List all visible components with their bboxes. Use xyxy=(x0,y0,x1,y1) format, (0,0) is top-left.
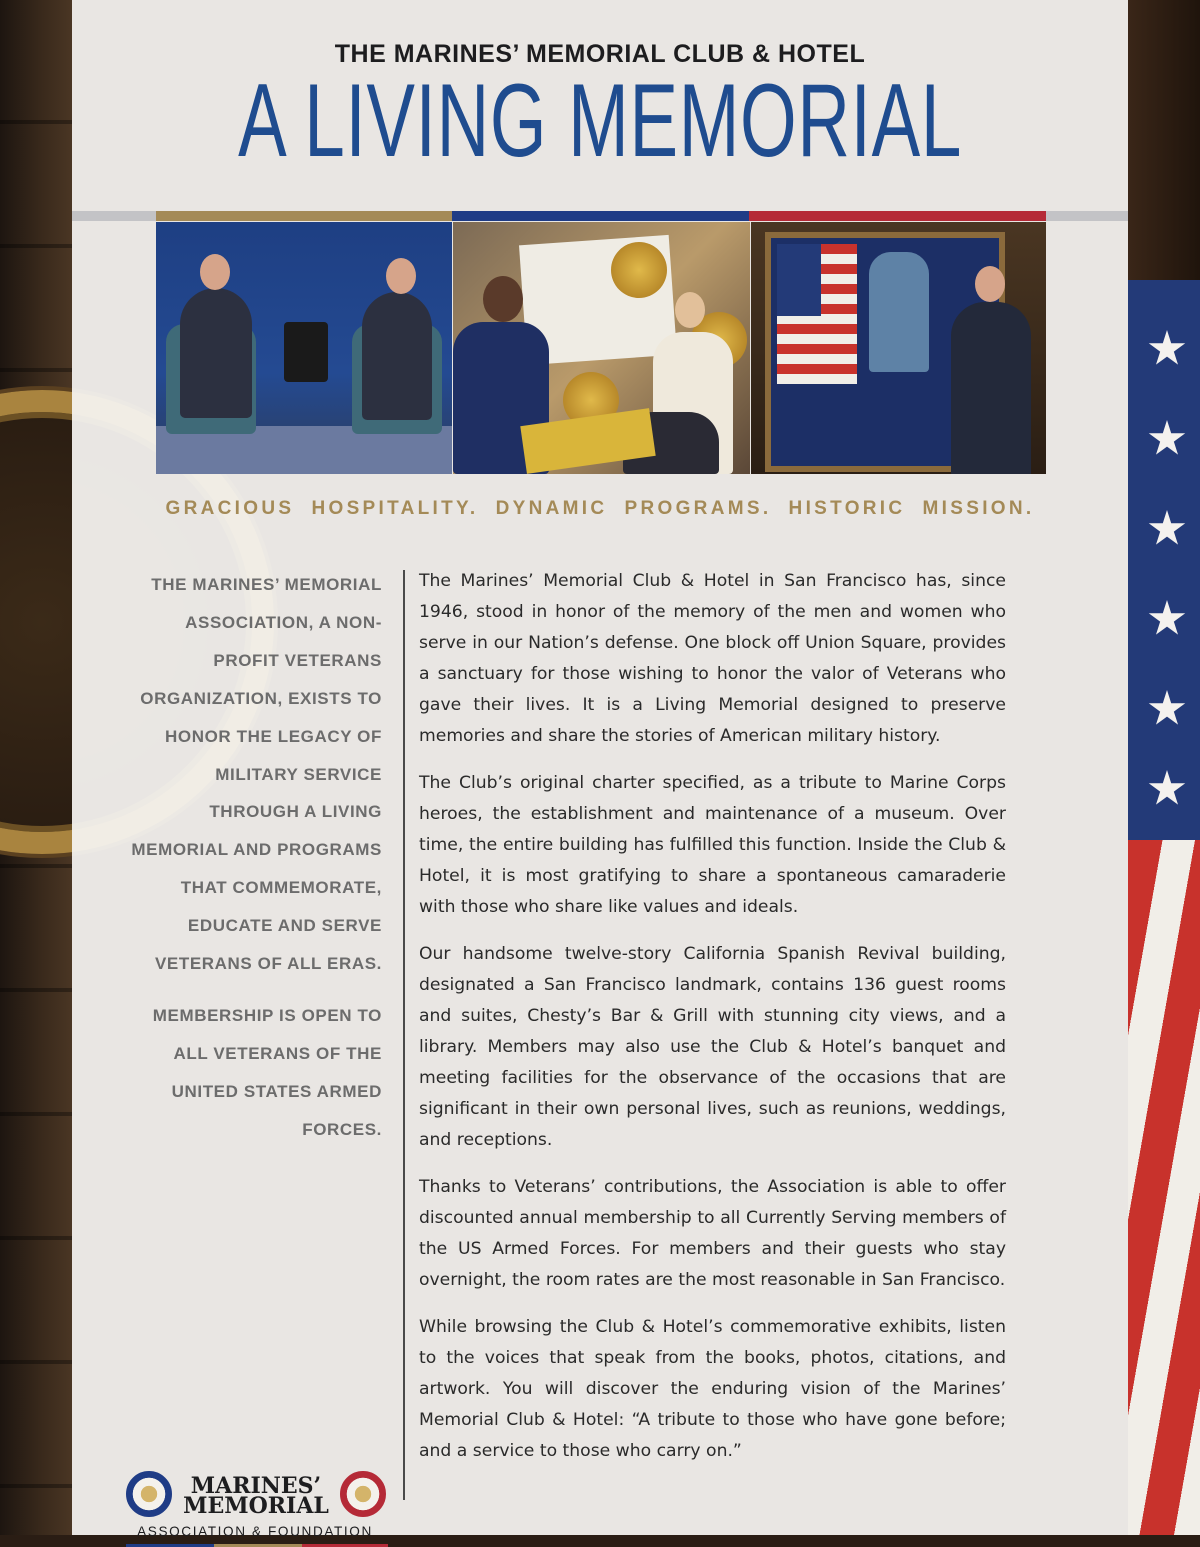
tagline: GRACIOUS HOSPITALITY. DYNAMIC PROGRAMS. HISTORIC MISSION. xyxy=(165,498,1035,519)
photo-head xyxy=(386,258,416,294)
american-flag-canton xyxy=(1128,280,1200,840)
body-text xyxy=(419,566,1006,1483)
american-flag-stripes xyxy=(1128,840,1200,1535)
mission-sidebar xyxy=(130,566,382,1149)
page-subtitle: THE MARINES’ MEMORIAL CLUB & HOTEL xyxy=(334,40,866,68)
photo-side-table xyxy=(284,322,328,382)
color-bar-gray-right xyxy=(1046,211,1128,221)
photo-dress-uniform xyxy=(869,252,929,372)
photo-head xyxy=(675,292,705,328)
photo-museum-display xyxy=(751,222,1046,474)
marines-memorial-seal-icon xyxy=(126,1471,172,1517)
color-bar-navy xyxy=(452,211,749,221)
photo-game-day-fans xyxy=(453,222,750,474)
photo-case-flag-canton xyxy=(777,244,821,316)
marines-memorial-foundation-seal-icon xyxy=(340,1471,386,1517)
page-header xyxy=(72,40,1128,179)
photo-strip xyxy=(156,222,1046,474)
logo-subline: ASSOCIATION & FOUNDATION xyxy=(137,1524,373,1539)
column-divider xyxy=(403,570,405,1500)
body-paragraph: Our handsome twelve-story California Spanish Revival building, designated a San Francisco landmark, contains 136 guest rooms and suites, Chesty’s Bar & Grill with stunning city views, and a library. Members may also use the Club & Hotel’s banquet and meeting facilities for the observance of the occasions that are significant in their own personal lives, such as reunions, weddings, and receptions. xyxy=(419,944,1006,1150)
mission-statement: THE MARINES’ MEMORIAL ASSOCIATION, A NON-PROFIT VETERANS ORGANIZATION, EXISTS TO HONOR THE LEGACY OF MILITARY SERVICE THROUGH A LIVING MEMORIAL AND PROGRAMS THAT COMMEMORATE, EDUCATE AND SERVE VETERANS OF ALL ERAS. xyxy=(131,575,382,974)
photo-man-in-suit xyxy=(951,302,1031,474)
logo-line-1: MARINES’ xyxy=(190,1473,322,1499)
photo-speaker-left xyxy=(180,288,252,418)
photo-head xyxy=(200,254,230,290)
page-title: A LIVING MEMORIAL xyxy=(238,63,962,179)
photo-speaker-right xyxy=(362,292,432,420)
color-bar-gold xyxy=(156,211,452,221)
color-bar-gray-left xyxy=(72,211,156,221)
body-paragraph: The Club’s original charter specified, as a tribute to Marine Corps heroes, the establishment and maintenance of a museum. Over time, the entire building has fulfilled this function. Inside the Club & Hotel, it is most gratifying to share a spontaneous camaraderie with those who share like values and ideals. xyxy=(419,773,1006,917)
body-paragraph: Thanks to Veterans’ contributions, the Association is able to offer discounted annual membership to all Currently Serving members of the US Armed Forces. For members and their guests who stay overnight, the room rates are the most reasonable in San Francisco. xyxy=(419,1177,1006,1290)
color-bar-red xyxy=(749,211,1046,221)
photo-head xyxy=(975,266,1005,302)
association-logo xyxy=(118,1465,392,1539)
photo-head xyxy=(483,276,523,322)
photo-stage-interview xyxy=(156,222,452,474)
logo-line-2: MEMORIAL xyxy=(183,1493,329,1519)
photo-pom-pom xyxy=(611,242,667,298)
body-paragraph: While browsing the Club & Hotel’s commemorative exhibits, listen to the voices that speak from the books, photos, citations, and artwork. You will discover the enduring vision of the Marines’ Memorial Club & Hotel: “A tribute to those who have gone before; and a service to those who carry on.” xyxy=(419,1317,1006,1461)
membership-statement: MEMBERSHIP IS OPEN TO ALL VETERANS OF THE UNITED STATES ARMED FORCES. xyxy=(152,1005,382,1139)
body-paragraph: The Marines’ Memorial Club & Hotel in San Francisco has, since 1946, stood in honor of the memory of the men and women who serve in our Nation’s defense. One block off Union Square, provides a sanctuary for those wishing to honor the valor of Veterans who gave their lives. It is a Living Memorial designed to preserve memories and share the stories of American military history. xyxy=(419,571,1006,746)
